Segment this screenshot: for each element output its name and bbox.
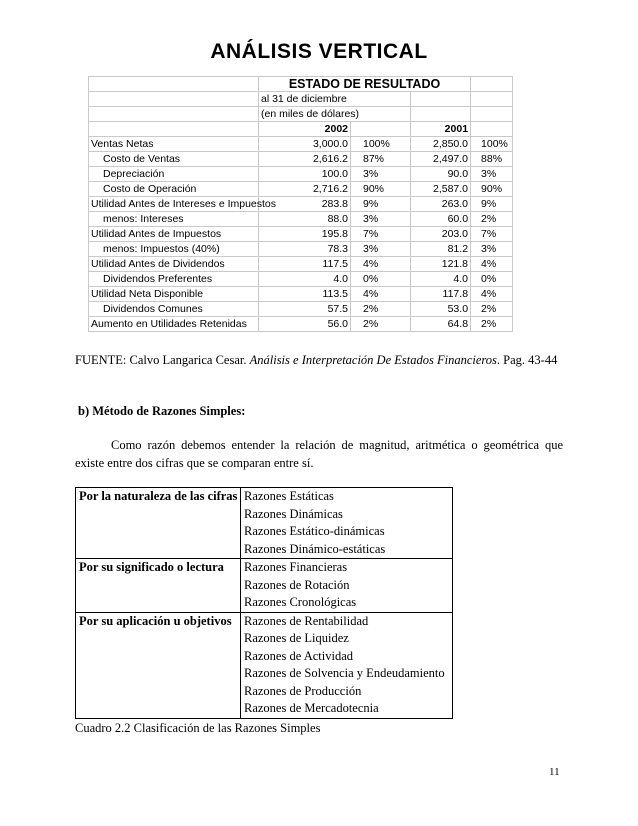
percent-2001: 88% [471,152,513,167]
statement-row-label: Utilidad Antes de Dividendos [89,257,259,272]
percent-2001: 4% [471,257,513,272]
statement-title: ESTADO DE RESULTADO [259,77,471,92]
source-suffix: . Pag. 43-44 [496,353,558,367]
ratio-type: Razones de Mercadotecnia [244,701,379,715]
percent-2001: 0% [471,272,513,287]
statement-row [89,257,513,272]
amount-2001: 60.0 [411,212,471,227]
percent-2002: 9% [351,197,411,212]
percent-2002: 3% [351,242,411,257]
amount-2002: 2,716.2 [259,182,351,197]
percent-2002: 0% [351,272,411,287]
classification-category: Por la naturaleza de las cifras [76,488,241,559]
statement-units: (en miles de dólares) [259,107,411,122]
year-2002: 2002 [259,122,351,137]
percent-2001: 9% [471,197,513,212]
table-caption: Cuadro 2.2 Clasificación de las Razones Simples [75,721,321,735]
statement-row-label: Dividendos Preferentes [89,272,259,287]
percent-2001: 100% [471,137,513,152]
ratio-type: Razones de Rotación [244,577,350,592]
statement-row-label: Dividendos Comunes [89,302,259,317]
percent-2002: 3% [351,212,411,227]
classification-category: Por su aplicación u objetivos [76,612,241,718]
ratio-type: Razones Dinámicas [244,506,343,521]
statement-row-label: Costo de Operación [89,182,259,197]
source-citation [75,353,557,368]
percent-2001: 7% [471,227,513,242]
ratio-type: Razones de Rentabilidad [244,613,369,628]
amount-2002: 117.5 [259,257,351,272]
statement-row [89,212,513,227]
ratio-type: Razones Estático-dinámicas [244,524,385,538]
classification-types [241,488,453,559]
section-heading: b) Método de Razones Simples: [78,404,246,418]
amount-2002: 88.0 [259,212,351,227]
percent-2002: 90% [351,182,411,197]
amount-2002: 283.8 [259,197,351,212]
classification-row [76,488,453,559]
income-statement-table [88,76,513,332]
source-prefix: FUENTE: Calvo Langarica Cesar. [75,353,250,367]
percent-2001: 3% [471,167,513,182]
statement-subtitle-row [89,92,513,107]
percent-2001: 3% [471,242,513,257]
percent-2002: 4% [351,257,411,272]
classification-types [241,612,453,718]
statement-row-label: Costo de Ventas [89,152,259,167]
statement-row [89,272,513,287]
percent-2001: 4% [471,287,513,302]
paragraph-line-1: Como razón debemos entender la relación de magnitud, aritmética o geométrica que [111,438,563,452]
classification-row [76,559,453,613]
percent-2001: 2% [471,302,513,317]
statement-units-row [89,107,513,122]
statement-row [89,302,513,317]
statement-row-label: Ventas Netas [89,137,259,152]
percent-2002: 2% [351,317,411,332]
amount-2001: 117.8 [411,287,471,302]
amount-2002: 57.5 [259,302,351,317]
amount-2002: 113.5 [259,287,351,302]
ratio-type: Razones Cronológicas [244,595,357,609]
amount-2001: 81.2 [411,242,471,257]
ratio-type: Razones Estáticas [244,489,334,503]
statement-row [89,287,513,302]
amount-2001: 2,850.0 [411,137,471,152]
statement-row-label: menos: Impuestos (40%) [89,242,259,257]
percent-2002: 2% [351,302,411,317]
amount-2002: 4.0 [259,272,351,287]
classification-category: Por su significado o lectura [76,559,241,613]
statement-row [89,317,513,332]
amount-2001: 64.8 [411,317,471,332]
classification-row [76,612,453,718]
statement-row [89,197,513,212]
classification-types [241,559,453,613]
percent-2002: 100% [351,137,411,152]
percent-2001: 2% [471,317,513,332]
amount-2002: 2,616.2 [259,152,351,167]
amount-2001: 121.8 [411,257,471,272]
amount-2001: 2,587.0 [411,182,471,197]
statement-title-row [89,77,513,92]
amount-2001: 90.0 [411,167,471,182]
amount-2002: 3,000.0 [259,137,351,152]
amount-2002: 100.0 [259,167,351,182]
percent-2001: 90% [471,182,513,197]
statement-row-label: Utilidad Antes de Impuestos [89,227,259,242]
statement-row [89,152,513,167]
amount-2001: 203.0 [411,227,471,242]
percent-2002: 3% [351,167,411,182]
statement-row [89,137,513,152]
statement-row-label: Depreciación [89,167,259,182]
amount-2001: 4.0 [411,272,471,287]
statement-row-label: Aumento en Utilidades Retenidas [89,317,259,332]
amount-2001: 53.0 [411,302,471,317]
classification-table [75,487,453,719]
amount-2001: 263.0 [411,197,471,212]
statement-row-label: menos: Intereses [89,212,259,227]
year-2001: 2001 [411,122,471,137]
statement-date: al 31 de diciembre [259,92,411,107]
amount-2001: 2,497.0 [411,152,471,167]
statement-years-row [89,122,513,137]
ratio-type: Razones de Solvencia y Endeudamiento [244,666,445,680]
percent-2002: 4% [351,287,411,302]
ratio-type: Razones de Liquidez [244,631,349,645]
source-work-title: Análisis e Interpretación De Estados Financieros [249,353,497,367]
statement-row-label: Utilidad Neta Disponible [89,287,259,302]
percent-2001: 2% [471,212,513,227]
amount-2002: 195.8 [259,227,351,242]
ratio-type: Razones de Actividad [244,648,353,663]
statement-row [89,182,513,197]
ratio-type: Razones de Producción [244,683,362,698]
ratio-type: Razones Financieras [244,560,348,574]
paragraph-line-2: existe entre dos cifras que se comparan entre sí. [75,456,314,470]
statement-row-label: Utilidad Antes de Intereses e Impuestos [89,197,259,212]
page-number: 11 [549,766,560,778]
statement-row [89,242,513,257]
page-title: ANÁLISIS VERTICAL [210,40,428,63]
ratio-type: Razones Dinámico-estáticas [244,541,386,556]
percent-2002: 7% [351,227,411,242]
statement-row [89,227,513,242]
amount-2002: 56.0 [259,317,351,332]
statement-row [89,167,513,182]
amount-2002: 78.3 [259,242,351,257]
percent-2002: 87% [351,152,411,167]
